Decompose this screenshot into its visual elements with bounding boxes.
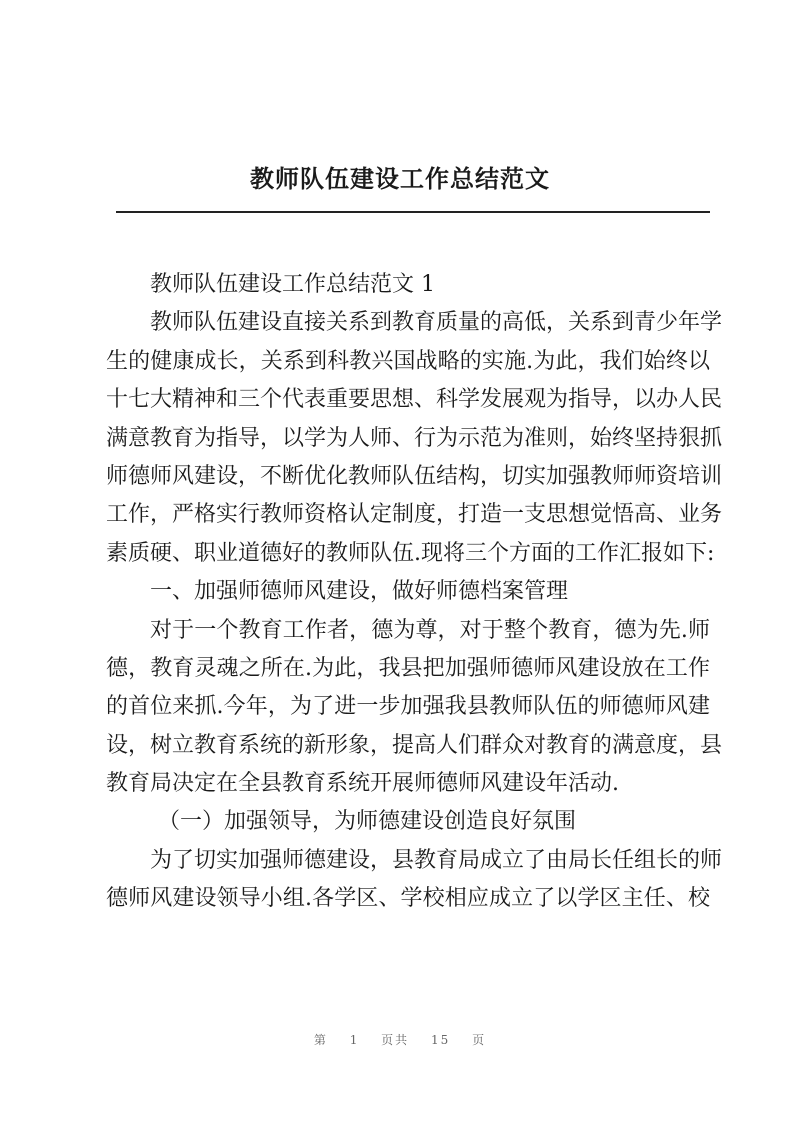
footer-page-suffix: 页 <box>472 1033 487 1047</box>
document-body <box>106 266 723 919</box>
footer-page-label: 第 <box>313 1033 328 1047</box>
paragraph-line: 设，树立教育系统的新形象，提高人们群众对教育的满意度，县 <box>106 732 723 758</box>
section-heading: 教师队伍建设工作总结范文 1 <box>150 272 435 297</box>
paragraph-line: 师德师风建设，不断优化教师队伍结构，切实加强教师师资培训 <box>106 463 723 489</box>
title-underline <box>116 211 710 213</box>
subheading: 一、加强师德师风建设，做好师德档案管理 <box>150 579 569 605</box>
paragraph-line: 的首位来抓.今年，为了进一步加强我县教师队伍的师德师风建 <box>106 694 710 720</box>
paragraph-line: 教育局决定在全县教育系统开展师德师风建设年活动. <box>106 771 619 797</box>
paragraph-line: 十七大精神和三个代表重要思想、科学发展观为指导，以办人民 <box>106 387 723 413</box>
paragraph-line: 对于一个教育工作者，德为尊，对于整个教育，德为先.师 <box>150 617 710 643</box>
paragraph-line: 满意教育为指导，以学为人师、行为示范为准则，始终坚持狠抓 <box>106 425 723 451</box>
paragraph-line: 德师风建设领导小组.各学区、学校相应成立了以学区主任、校 <box>106 886 710 912</box>
subheading: （一）加强领导，为师德建设创造良好氛围 <box>158 809 577 835</box>
paragraph-line: 工作，严格实行教师资格认定制度，打造一支思想觉悟高、业务 <box>106 502 723 528</box>
footer-page-total: 15 <box>431 1033 451 1047</box>
paragraph-line: 为了切实加强师德建设，县教育局成立了由局长任组长的师 <box>150 847 723 873</box>
document-title: 教师队伍建设工作总结范文 <box>250 164 550 193</box>
footer-page-separator: 页共 <box>381 1033 410 1047</box>
footer-page-number: 1 <box>349 1033 360 1047</box>
paragraph-line: 生的健康成长，关系到科教兴国战略的实施.为此，我们始终以 <box>106 348 710 374</box>
paragraph-line: 素质硬、职业道德好的教师队伍.现将三个方面的工作汇报如下: <box>106 540 715 566</box>
page-footer <box>0 1031 800 1048</box>
paragraph-line: 德，教育灵魂之所在.为此，我县把加强师德师风建设放在工作 <box>106 655 710 681</box>
paragraph-line: 教师队伍建设直接关系到教育质量的高低，关系到青少年学 <box>150 310 723 336</box>
